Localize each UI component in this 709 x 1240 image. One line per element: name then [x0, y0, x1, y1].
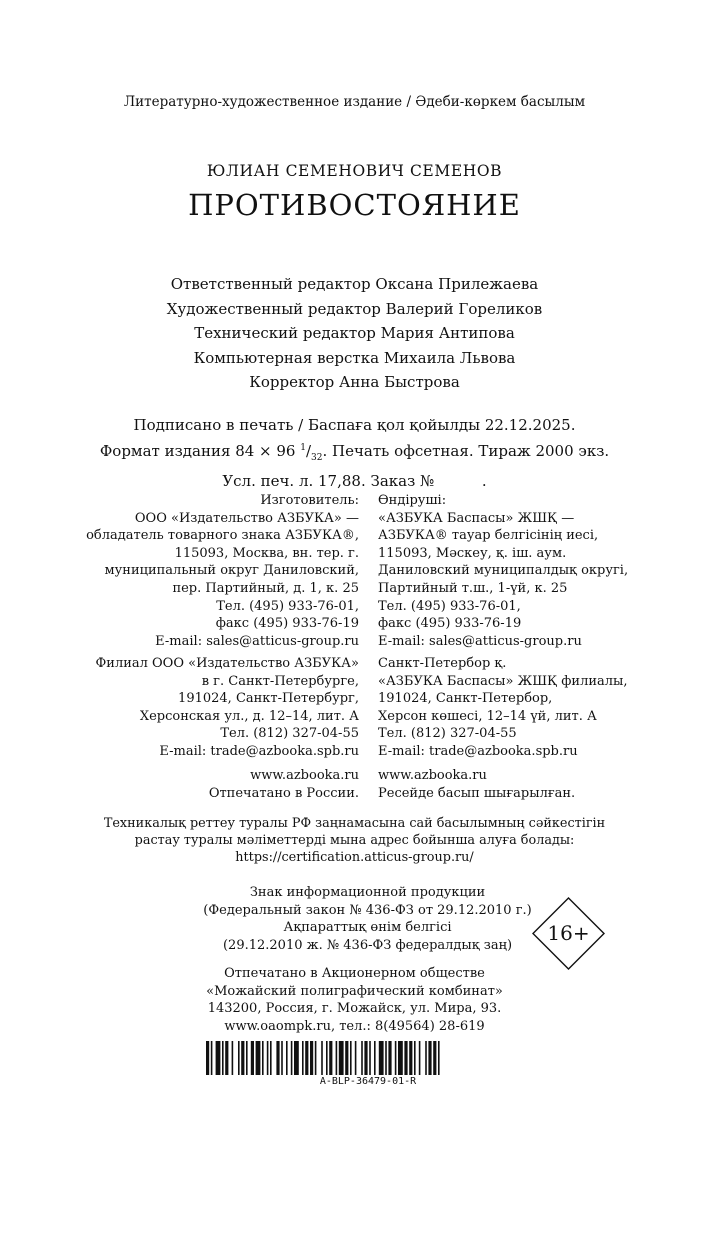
manufacturer-ru-line: факс (495) 933-76-19 [215, 616, 359, 632]
barcode-bar [369, 1041, 371, 1075]
barcode-bar [404, 1041, 407, 1075]
branch-kz-line: Херсон көшесі, 12–14 үй, лит. А [378, 708, 597, 724]
manufacturer-ru-line: обладатель товарного знака АЗБУКА®, [86, 528, 359, 544]
barcode-bar [305, 1041, 308, 1075]
barcode-bar [262, 1041, 264, 1075]
web-ru [209, 767, 359, 802]
barcode-bar [388, 1041, 391, 1075]
branch-ru-line: Херсонская ул., д. 12–14, лит. А [139, 708, 359, 724]
barcode-bar [294, 1041, 299, 1075]
print-sheets: Усл. печ. л. 17,88. Заказ № . [222, 472, 487, 490]
barcode-bar [302, 1041, 304, 1075]
manufacturer-ru-line: 115093, Москва, вн. тер. г. [174, 545, 359, 561]
barcode-bar [425, 1041, 427, 1075]
branch-kz [378, 655, 627, 761]
branch-ru-line: 191024, Санкт-Петербург, [178, 691, 359, 707]
barcode-bar [345, 1041, 348, 1075]
barcode-bar [310, 1041, 313, 1075]
printer-line: www.oaompk.ru, тел.: 8(49564) 28-619 [224, 1018, 485, 1034]
barcode-bar [329, 1041, 332, 1075]
credit-line: Технический редактор Мария Антипова [194, 324, 515, 342]
info-product-sign [180, 884, 555, 954]
credit-line: Художественный редактор Валерий Гореликов [166, 299, 543, 318]
printer-line: Отпечатано в Акционерном обществе [224, 966, 485, 981]
certification-line: растау туралы мәліметтерді мына адрес бойынша алуға болады: [134, 833, 575, 848]
barcode-bar [238, 1041, 240, 1075]
barcode-bar [374, 1041, 376, 1075]
barcode-bar [428, 1041, 431, 1075]
barcode-bar [355, 1041, 357, 1075]
barcode-bar [419, 1041, 421, 1075]
barcode-bar [206, 1041, 209, 1075]
format-frac-num: 1 [300, 443, 306, 453]
barcode-bar [216, 1041, 221, 1075]
printer-line: «Можайский полиграфический комбинат» [206, 983, 503, 999]
format-line: Формат издания 84 × 96 $^1/_{32}$. Печать офсетная. Тираж 2000 экз. [99, 442, 610, 463]
manufacturer-kz-line: Өндіруші: [378, 493, 447, 508]
format-frac-den: 32 [311, 453, 323, 463]
manufacturer-ru-line: Тел. (495) 933-76-01, [216, 598, 359, 614]
manufacturer-kz-line: 115093, Мәскеу, қ. іш. аум. [378, 545, 567, 561]
manufacturer-kz-line: АЗБУКА® тауар белгісінің иесі, [378, 528, 599, 544]
barcode-bar [286, 1041, 288, 1075]
info-sign-line: (Федеральный закон № 436-ФЗ от 29.12.2010 г.) [203, 902, 532, 918]
barcode-bar [321, 1041, 323, 1075]
credit-line: Компьютерная верстка Михаила Львова [193, 348, 516, 367]
info-sign-line: (29.12.2010 ж. № 436-ФЗ федералдық заң) [222, 937, 513, 953]
certification-line: Техникалық реттеу туралы РФ заңнамасына сай басылымның сәйкестігін [103, 816, 606, 831]
age-rating-badge [531, 896, 606, 971]
printer-info [0, 965, 709, 1035]
barcode-bar [232, 1041, 234, 1075]
certification-note [0, 815, 709, 866]
barcode-bar [225, 1041, 228, 1075]
barcode-bar [361, 1041, 363, 1075]
manufacturer-ru [86, 492, 359, 650]
age-rating-text: 16+ [547, 921, 590, 945]
barcode-bar [395, 1041, 397, 1075]
credit-line: Корректор Анна Быстрова [249, 373, 460, 391]
manufacturer-ru-line: E-mail: sales@atticus-group.ru [155, 633, 359, 649]
barcode-bar [398, 1041, 403, 1075]
website-link[interactable]: www.azbooka.ru [250, 768, 359, 783]
barcode-bar [385, 1041, 387, 1075]
manufacturer-ru-line: муниципальный округ Даниловский, [104, 563, 359, 579]
branch-kz-line: 191024, Санкт-Петербор, [378, 691, 553, 707]
barcode-bar [414, 1041, 416, 1075]
manufacturer-kz-line: Даниловский муниципалдық округі, [378, 563, 629, 579]
publication-info [0, 414, 709, 493]
credits-block [0, 272, 709, 395]
genre-line: Литературно-художественное издание / Әдеби-көркем басылым [123, 94, 586, 110]
branch-kz-line: E-mail: trade@azbooka.spb.ru [378, 743, 578, 759]
barcode-bar [326, 1041, 328, 1075]
format-prefix: Формат издания 84 × 96 [99, 442, 301, 460]
barcode-bar [409, 1041, 412, 1075]
branch-kz-line: Санкт-Петербор қ. [378, 656, 507, 671]
branch-kz-line: Тел. (812) 327-04-55 [378, 726, 517, 742]
manufacturer-kz-line: Партийный т.ш., 1-үй, к. 25 [378, 580, 568, 596]
branch-kz-line: «АЗБУКА Баспасы» ЖШҚ филиалы, [378, 673, 628, 689]
barcode-bar [350, 1041, 352, 1075]
barcode-bar [276, 1041, 279, 1075]
manufacturer-ru-line: пер. Партийный, д. 1, к. 25 [172, 580, 359, 596]
manufacturer-kz [378, 492, 628, 650]
barcode-label: A-BLP-36479-01-R [319, 1076, 417, 1087]
branch-ru-line: Филиал ООО «Издательство АЗБУКА» [95, 656, 359, 671]
barcode-bar [211, 1041, 213, 1075]
credit-line: Ответственный редактор Оксана Прилежаева [170, 275, 539, 293]
manufacturer-ru-line: ООО «Издательство АЗБУКА» — [134, 510, 359, 526]
barcode-bar [241, 1041, 244, 1075]
branch-ru-line: в г. Санкт-Петербурге, [201, 673, 359, 689]
barcode-bar [364, 1041, 367, 1075]
barcode-bar [438, 1041, 440, 1075]
barcode-bar [270, 1041, 272, 1075]
barcode-bar [267, 1041, 269, 1075]
barcode-bar [315, 1041, 317, 1075]
author-name: ЮЛИАН СЕМЕНОВИЧ СЕМЕНОВ [206, 162, 503, 180]
barcode-bar [222, 1041, 224, 1075]
printed-in-kz: Ресейде басып шығарылған. [378, 785, 576, 801]
format-suffix: . Печать офсетная. Тираж 2000 экз. [322, 442, 610, 460]
manufacturer-kz-line: факс (495) 933-76-19 [378, 616, 522, 632]
barcode-bar [281, 1041, 283, 1075]
barcode-bar [246, 1041, 248, 1075]
branch-ru [96, 655, 360, 761]
barcode-bar [336, 1041, 338, 1075]
manufacturer-ru-line: Изготовитель: [260, 493, 359, 508]
barcode-bar [251, 1041, 254, 1075]
info-sign-line: Ақпараттық өнім белгісі [283, 920, 452, 935]
barcode-bar [339, 1041, 344, 1075]
book-title: ПРОТИВОСТОЯНИЕ [188, 188, 521, 222]
web-kz [378, 767, 575, 802]
branch-ru-line: Тел. (812) 327-04-55 [220, 726, 359, 742]
website-link[interactable]: www.azbooka.ru [378, 768, 487, 783]
barcode-bar [433, 1041, 436, 1075]
branch-ru-line: E-mail: trade@azbooka.spb.ru [159, 743, 359, 759]
barcode-bar [291, 1041, 293, 1075]
barcode-bar [256, 1041, 261, 1075]
printer-line: 143200, Россия, г. Можайск, ул. Мира, 93. [207, 1001, 502, 1017]
signed-to-print: Подписано в печать / Баспаға қол қойылды 22.12.2025. [133, 416, 576, 434]
manufacturer-kz-line: «АЗБУКА Баспасы» ЖШҚ — [378, 510, 575, 526]
printed-in-ru: Отпечатано в России. [208, 785, 359, 801]
barcode-bar [379, 1041, 384, 1075]
manufacturer-kz-line: E-mail: sales@atticus-group.ru [378, 633, 582, 649]
barcode [206, 1041, 530, 1075]
info-sign-line: Знак информационной продукции [249, 885, 486, 900]
certification-url[interactable]: https://certification.atticus-group.ru/ [235, 850, 474, 865]
manufacturer-kz-line: Тел. (495) 933-76-01, [378, 598, 521, 614]
